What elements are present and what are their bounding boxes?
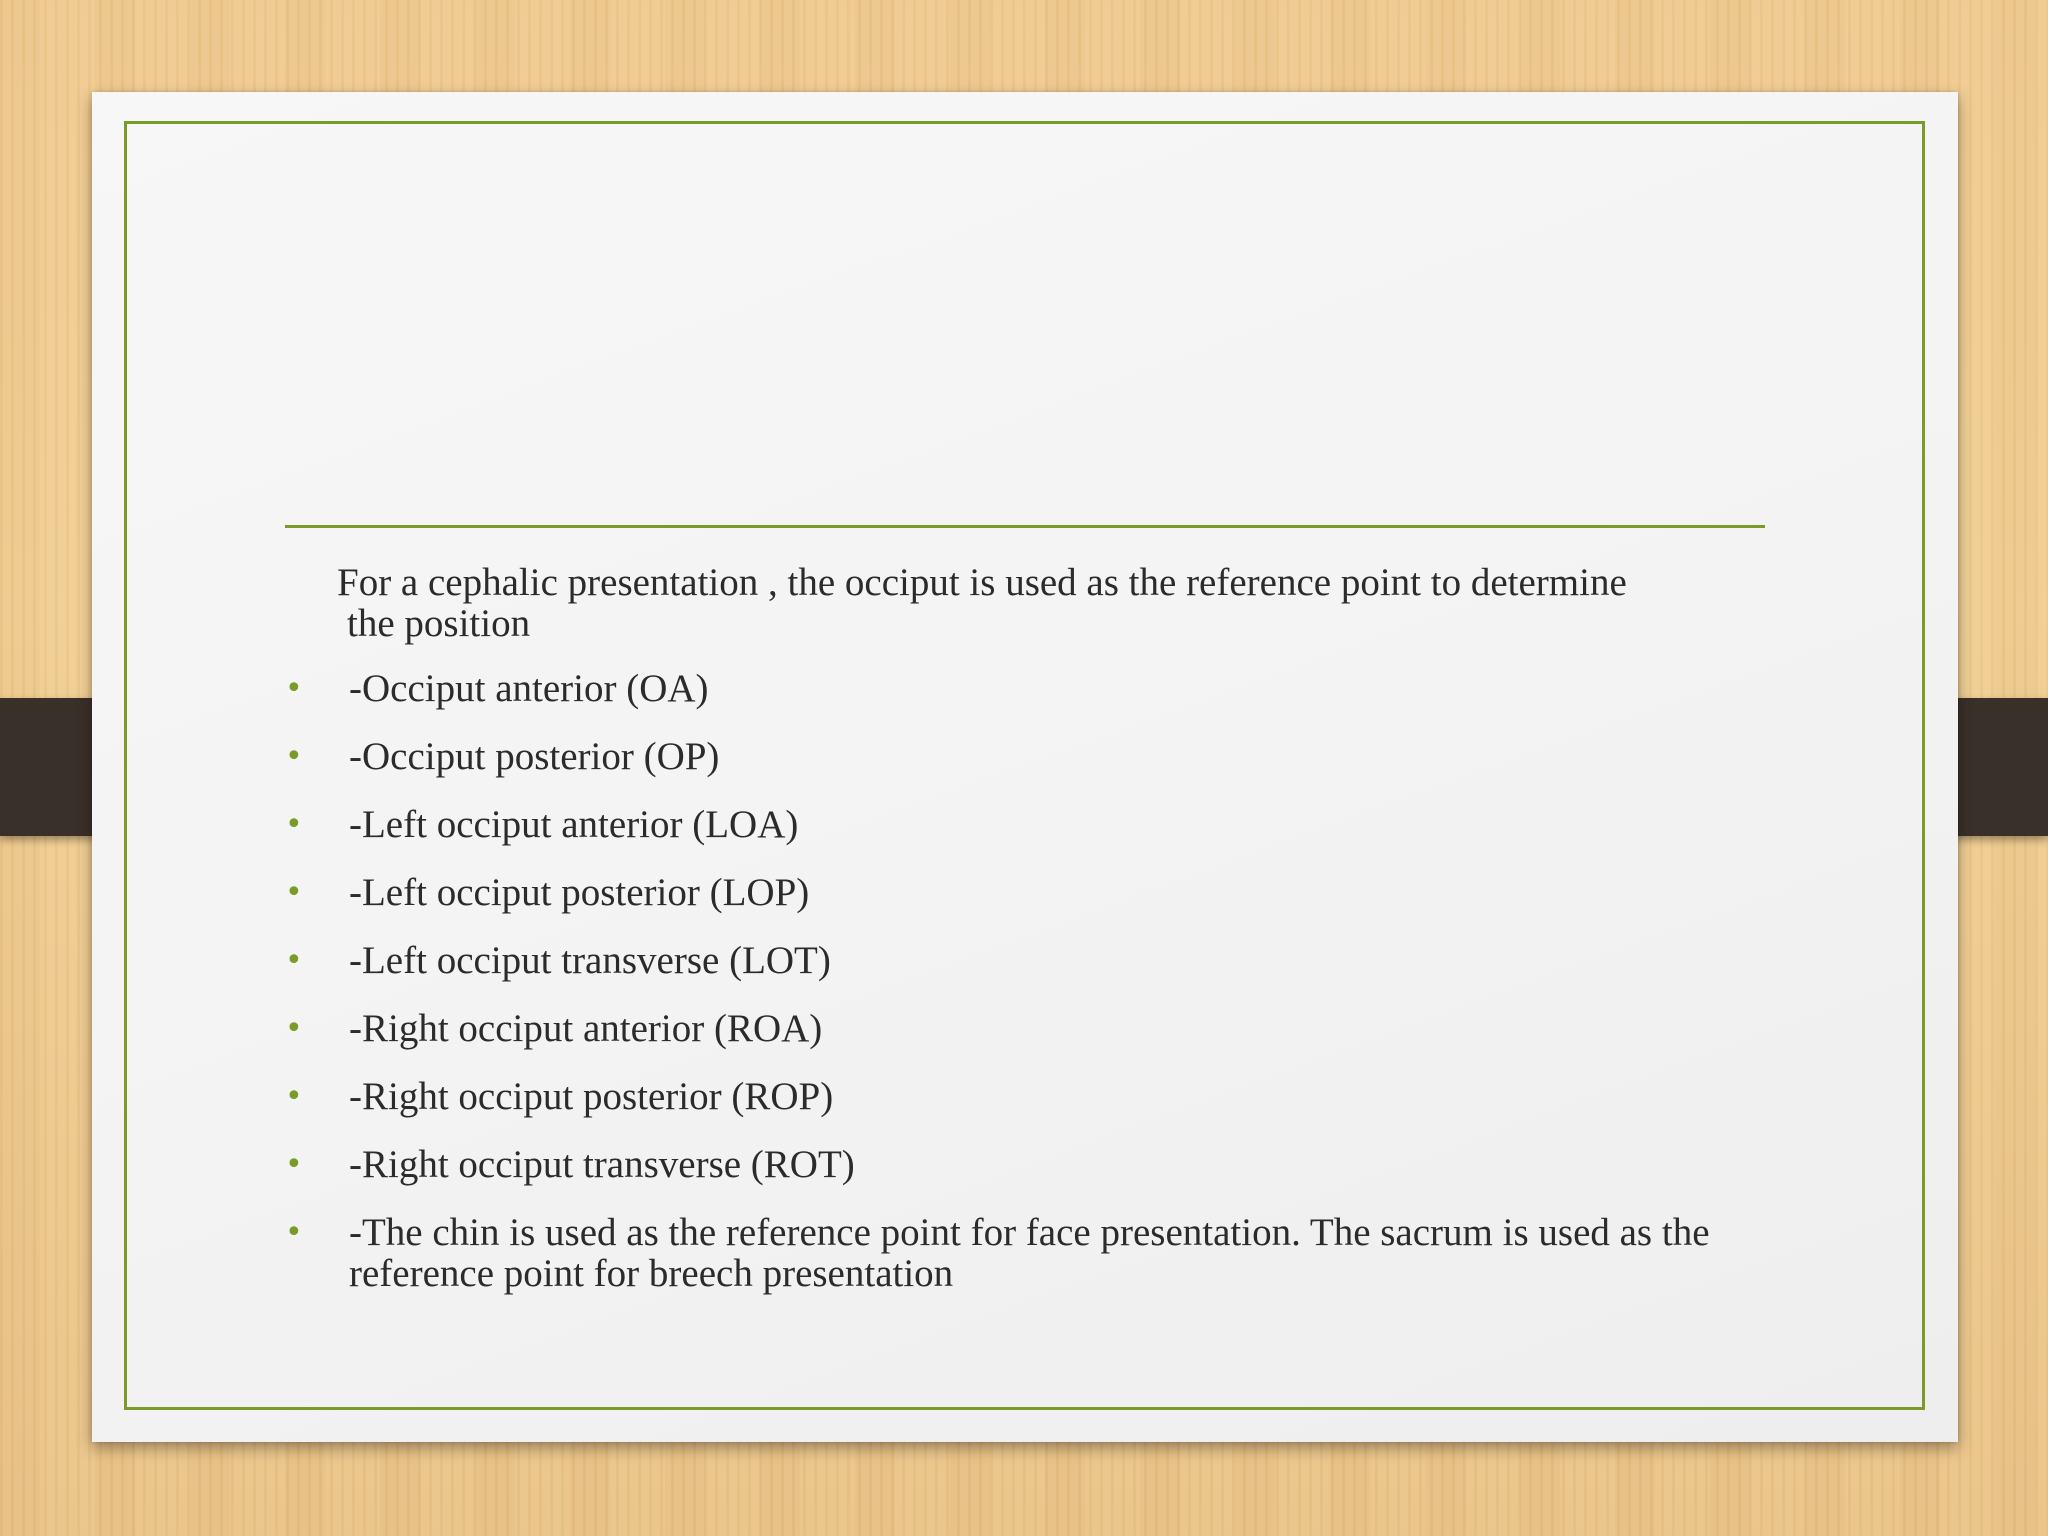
bullet-dot-icon: • xyxy=(285,671,303,706)
bullet-dot-icon: • xyxy=(285,875,303,910)
bullet-list xyxy=(285,668,1765,1294)
bullet-text: -Left occiput anterior (LOA) xyxy=(349,803,799,846)
bullet-dot-icon: • xyxy=(285,1011,303,1046)
intro-line-1: For a cephalic presentation , the occiput is used as the reference point to determine xyxy=(337,561,1627,604)
bullet-text: -Left occiput transverse (LOT) xyxy=(349,939,831,982)
bullet-dot-icon: • xyxy=(285,739,303,774)
bullet-dot-icon: • xyxy=(285,807,303,842)
bullet-dot-icon: • xyxy=(285,1079,303,1114)
bullet-item xyxy=(285,736,1765,777)
bullet-text: -Right occiput anterior (ROA) xyxy=(349,1007,823,1050)
bullet-item xyxy=(285,872,1765,913)
bullet-text: -Left occiput posterior (LOP) xyxy=(349,871,810,914)
bullet-item xyxy=(285,1212,1765,1294)
intro-line-2: the position xyxy=(347,602,531,645)
bullet-dot-icon: • xyxy=(285,943,303,978)
bullet-item xyxy=(285,1008,1765,1049)
bullet-item xyxy=(285,668,1765,709)
bullet-item xyxy=(285,940,1765,981)
bullet-text: -Right occiput posterior (ROP) xyxy=(349,1075,834,1118)
bullet-text: -The chin is used as the reference point for face presentation. The sacrum is used as the reference point for breech presentation xyxy=(349,1211,1710,1295)
title-divider xyxy=(285,525,1765,528)
bullet-dot-icon: • xyxy=(285,1147,303,1182)
bullet-text: -Occiput posterior (OP) xyxy=(349,735,720,778)
bullet-item xyxy=(285,1076,1765,1117)
bullet-text: -Right occiput transverse (ROT) xyxy=(349,1143,855,1186)
bullet-item xyxy=(285,1144,1765,1185)
intro-paragraph xyxy=(337,562,1765,644)
bullet-item xyxy=(285,804,1765,845)
bullet-dot-icon: • xyxy=(285,1215,303,1250)
bullet-text: -Occiput anterior (OA) xyxy=(349,667,709,710)
slide-content xyxy=(285,562,1765,1321)
